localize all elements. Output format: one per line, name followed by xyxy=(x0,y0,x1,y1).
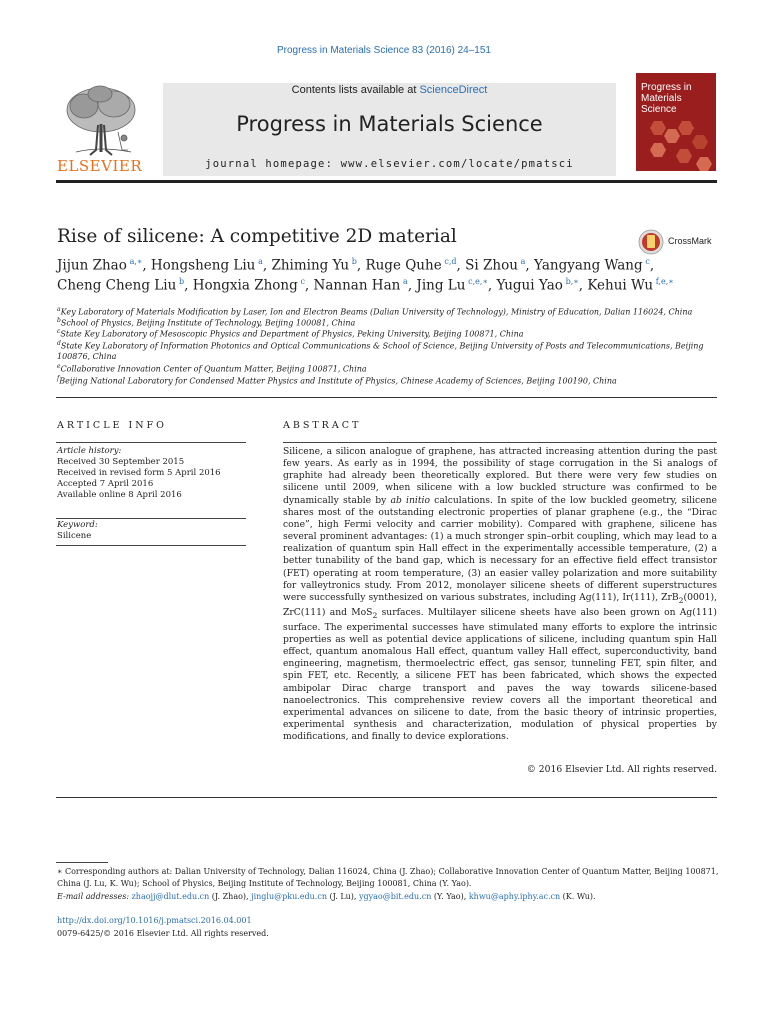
author-name[interactable]: Zhiming Yu xyxy=(271,257,350,274)
cover-hexagon-decoration xyxy=(696,157,712,171)
author-name[interactable]: Yangyang Wang xyxy=(533,257,643,274)
email-owner: (J. Lu), xyxy=(326,892,359,901)
affiliation-marker: f xyxy=(57,375,60,382)
email-link[interactable]: jinglu@pku.edu.cn xyxy=(251,892,327,901)
author-affiliation-marker[interactable]: a xyxy=(403,277,408,286)
history-entry: Received 30 September 2015 xyxy=(57,457,185,467)
author-affiliation-marker[interactable]: f,e,∗ xyxy=(655,277,674,286)
abstract-heading: ABSTRACT xyxy=(283,420,362,431)
affiliation-c xyxy=(57,327,719,340)
email-addresses xyxy=(57,891,719,903)
abstract-copyright: © 2016 Elsevier Ltd. All rights reserved. xyxy=(526,764,717,775)
cover-hexagon-decoration xyxy=(692,135,708,149)
author-name[interactable]: Yugui Yao xyxy=(496,277,563,294)
article-info-divider xyxy=(56,518,246,519)
abstract-divider xyxy=(283,442,717,443)
article-info-divider xyxy=(56,545,246,546)
article-info-heading: ARTICLE INFO xyxy=(57,420,167,431)
affiliation-text: Collaborative Innovation Center of Quantum Matter, Beijing 100871, China xyxy=(60,364,367,374)
affiliation-marker: e xyxy=(57,363,61,370)
author-name[interactable]: Jing Lu xyxy=(416,277,466,294)
history-entry: Received in revised form 5 April 2016 xyxy=(57,468,221,478)
email-owner: (K. Wu). xyxy=(560,892,596,901)
abstract-segment: (0001), ZrC(111) and MoS xyxy=(283,591,717,618)
journal-title: Progress in Materials Science xyxy=(236,112,543,136)
author-affiliation-marker[interactable]: c xyxy=(645,257,650,266)
email-link[interactable]: khwu@aphy.iphy.ac.cn xyxy=(468,892,561,901)
affiliation-text: School of Physics, Beijing Institute of Technology, Beijing 100081, China xyxy=(60,318,356,328)
author-affiliation-marker[interactable]: b,∗ xyxy=(565,277,579,286)
abstract-segment: surfaces. Multilayer silicene sheets have also been grown on Ag(111) surface. The experimental successes have stimulated many efforts to explore the intrinsic properties as well as potential device applications of silicene, including quantum spin Hall effect, quantum anomalous Hall effect, quantum valley Hall effect, superconductivity, band engineering, magnetism, thermoelectric effect, gas sensor, tunneling FET, spin filter, and spin FET, etc. Recently, a silicene FET has been fabricated, which shows the expected ambipolar Dirac charge transport and paves the way towards silicene-based nanoelectronics. This comprehensive review covers all the important theoretical and experimental advances on silicene to date, from the basic theory of intrinsic properties, experimental synthesis and characterization, modulation of physical properties by modifications, and finally to device explorations. xyxy=(283,606,717,743)
article-title: Rise of silicene: A competitive 2D material xyxy=(57,226,457,247)
history-entry: Available online 8 April 2016 xyxy=(57,490,182,500)
affiliation-d xyxy=(57,339,719,362)
affiliation-text: State Key Laboratory of Mesoscopic Physics and Department of Physics, Peking University, Beijing 100871, China xyxy=(60,329,524,339)
journal-citation-link[interactable]: Progress in Materials Science 83 (2016) 24–151 xyxy=(276,45,491,56)
contents-prefix: Contents lists available at xyxy=(291,84,420,96)
affiliation-f xyxy=(57,374,719,387)
homepage-link[interactable]: www.elsevier.com/locate/pmatsci xyxy=(340,158,574,170)
author-affiliation-marker[interactable]: b xyxy=(178,277,185,286)
affiliation-marker: b xyxy=(57,317,61,324)
journal-homepage xyxy=(163,158,616,170)
corresponding-authors-note: ∗ Corresponding authors at: Dalian University of Technology, Dalian 116024, China (J. Zhao); Collaborative Innovation Center of Quantum Matter, Beijing 100871, China (J. Lu, K. Wu); School of Physics, Beijing Institute of Technology, Beijing 100081, China (Y. Yao). xyxy=(57,867,719,888)
affiliation-text: State Key Laboratory of Information Photonics and Optical Communications & School of Science, Beijing University of Posts and Telecommunications, Beijing 100876, China xyxy=(57,341,704,361)
author-affiliation-marker[interactable]: c,d xyxy=(444,257,457,266)
author-name[interactable]: Hongxia Zhong xyxy=(192,277,298,294)
keyword: Silicene xyxy=(57,531,92,541)
affiliation-text: Beijing National Laboratory for Condensed Matter Physics and Institute of Physics, Chinese Academy of Sciences, Beijing 100190, China xyxy=(59,376,617,386)
abstract-segment: calculations. In spite of the low buckled geometry, silicene shares most of the outstanding electronic properties of planar graphene (e.g., the “Dirac cone”, high Fermi velocity and carrier mobility). Compared with graphene, silicene has several prominent advantages: (1) a much stronger spin–orbit coupling, which may lead to a realization of quantum spin Hall effect in the experimentally accessible temperature, (2) a better tunability of the band gap, which is necessary for an effective field effect transistor (FET) operating at room temperature, (3) an easier valley polarization and more suitability for valleytronics study. From 2012, monolayer silicene sheets of different superstructures were successfully synthesized on various substrates, including Ag(111), Ir(111), ZrB xyxy=(283,494,717,603)
affiliation-marker: d xyxy=(57,340,61,347)
history-entry: Accepted 7 April 2016 xyxy=(57,479,154,489)
author-affiliation-marker[interactable]: c xyxy=(300,277,305,286)
issn-copyright: 0079-6425/© 2016 Elsevier Ltd. All rights reserved. xyxy=(57,929,269,938)
affiliation-marker: c xyxy=(57,328,61,335)
author-affiliation-marker[interactable]: a xyxy=(520,257,526,266)
section-divider xyxy=(56,797,717,798)
keywords xyxy=(57,520,98,542)
abstract-subscript: 2 xyxy=(372,610,378,620)
doi-link[interactable]: http://dx.doi.org/10.1016/j.pmatsci.2016.04.001 xyxy=(57,916,252,925)
cover-hexagon-decoration xyxy=(650,121,666,135)
abstract-text xyxy=(283,446,717,743)
abstract-segment: Silicene, a silicon analogue of graphene, has attracted increasing attention during the past few years. As early as in 1994, the possibility of stage corrugation in the Si analogs of graphite had already been theoretically explored. But there were very few studies on silicene until 2009, when silicene with a low buckled structure was confirmed to be dynamically stable by xyxy=(283,446,717,506)
elsevier-wordmark: ELSEVIER xyxy=(57,157,143,175)
author-affiliation-marker[interactable]: a xyxy=(258,257,263,266)
article-history-label: Article history: xyxy=(57,446,122,456)
author-name[interactable]: Jijun Zhao xyxy=(57,257,127,274)
cover-title: Progress in Materials Science xyxy=(641,82,692,115)
sciencedirect-link[interactable]: ScienceDirect xyxy=(419,84,488,96)
homepage-prefix: journal homepage: xyxy=(205,158,341,170)
article-history xyxy=(57,446,221,501)
abstract-italic: ab initio xyxy=(390,494,431,506)
author-affiliation-marker[interactable]: c,e,∗ xyxy=(468,277,488,286)
author-affiliation-marker[interactable]: b xyxy=(351,257,357,266)
cover-hexagon-decoration xyxy=(664,129,680,143)
affiliation-e xyxy=(57,362,719,375)
author-name[interactable]: Si Zhou xyxy=(465,257,518,274)
affiliation-marker: a xyxy=(57,306,61,313)
header-divider xyxy=(56,180,717,183)
author-name[interactable]: Ruge Quhe xyxy=(365,257,442,274)
contents-line xyxy=(163,84,616,96)
section-divider xyxy=(56,397,717,398)
cover-hexagon-decoration xyxy=(650,143,666,157)
keyword-label: Keyword: xyxy=(57,520,98,530)
footnote-divider xyxy=(56,862,108,863)
cover-hexagon-decoration xyxy=(676,149,692,163)
author-name[interactable]: Kehui Wu xyxy=(587,277,654,294)
email-owner: (Y. Yao), xyxy=(431,892,469,901)
journal-cover-thumbnail[interactable] xyxy=(636,73,716,171)
email-link[interactable]: ygyao@bit.edu.cn xyxy=(359,892,432,901)
email-label: E-mail addresses: xyxy=(57,892,130,901)
email-link[interactable]: zhaojj@dlut.edu.cn xyxy=(131,892,210,901)
author-name[interactable]: Hongsheng Liu xyxy=(150,257,256,274)
author-name[interactable]: Cheng Cheng Liu xyxy=(57,277,177,294)
cover-hexagon-decoration xyxy=(678,121,694,135)
email-owner: (J. Zhao), xyxy=(209,892,252,901)
author-list-line-1: Jijun Zhao $^{a,∗}$, Hongsheng Liu $^a$, Zhiming Yu $^b$, Ruge Quhe $^{c,d}$, Si Zhou $^a$, Yangyang Wang $^c$, xyxy=(57,257,655,274)
author-affiliation-marker[interactable]: a,∗ xyxy=(129,257,143,266)
affiliation-text: Key Laboratory of Materials Modification by Laser, Ion and Electron Beams (Dalian University of Technology), Ministry of Education, Dalian 116024, China xyxy=(60,307,693,317)
article-info-divider xyxy=(56,442,246,443)
author-list-line-2: Cheng Cheng Liu $^b$, Hongxia Zhong $^c$, Nannan Han $^a$, Jing Lu $^{c,e,∗}$, Yugui Yao $^{b,∗}$, Kehui Wu $^{f,e,∗}$ xyxy=(57,277,674,294)
author-name[interactable]: Nannan Han xyxy=(313,277,401,294)
crossmark-label: CrossMark xyxy=(668,236,712,246)
abstract-subscript: 2 xyxy=(678,595,684,605)
